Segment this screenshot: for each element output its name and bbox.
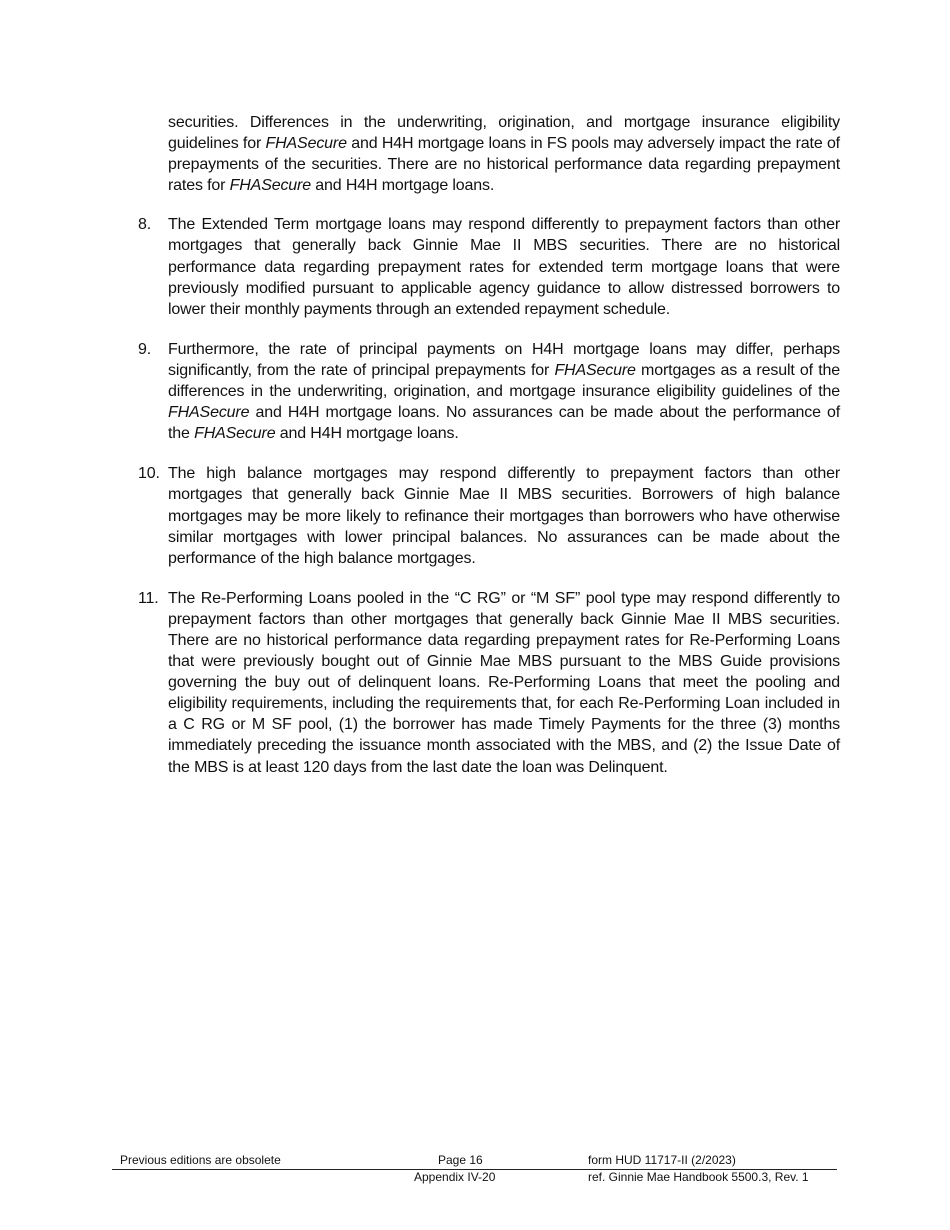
- item-text: The high balance mortgages may respond differently to prepayment factors than other mortgages that generally back Ginnie Mae II MBS securities. Borrowers of high balance mortgages may be more likely to refinance their mortgages than borrowers who have otherwise similar mortgages with lower principal balances. No assurances can be made about the performance of the high balance mortgages.: [168, 465, 840, 567]
- handbook-reference: ref. Ginnie Mae Handbook 5500.3, Rev. 1: [588, 1170, 809, 1184]
- numbered-item-8: [138, 214, 840, 319]
- paragraph-text: and H4H mortgage loans in FS pools may adversely impact the rate of prepayments of the securities. There are no historical performance data regarding prepayment rates for: [168, 135, 840, 195]
- paragraph-text: securities. Differences in the underwriting, origination, and mortgage insurance eligibility guidelines for: [168, 114, 840, 153]
- paragraph-text: and H4H mortgage loans.: [311, 177, 495, 195]
- item-number: 10.: [138, 465, 160, 483]
- form-id: form HUD 11717-II (2/2023): [588, 1153, 736, 1167]
- item-text: The Extended Term mortgage loans may respond differently to prepayment factors than other mortgages that generally back Ginnie Mae II MBS securities. There are no historical performance data regarding prepayment rates for extended term mortgage loans that were previously modified pursuant to applicable agency guidance to allow distressed borrowers to lower their monthly payments through an extended repayment schedule.: [168, 216, 840, 318]
- numbered-item-11: [138, 588, 840, 778]
- paragraph-text: Furthermore, the rate of principal payments on H4H mortgage loans may differ, perhaps significantly, from the rate of principal prepayments for: [168, 340, 840, 379]
- item-number: 11.: [138, 589, 159, 607]
- appendix-label: Appendix IV-20: [414, 1170, 496, 1184]
- page-number: Page 16: [438, 1153, 483, 1167]
- italic-term: FHASecure: [194, 425, 276, 443]
- italic-term: FHASecure: [168, 404, 250, 422]
- numbered-item-9: [138, 339, 840, 444]
- italic-term: FHASecure: [554, 361, 636, 379]
- item-number: 8.: [138, 216, 152, 234]
- paragraph-text: mortgages as a result of the differences in the underwriting, origination, and mortgage insurance eligibility guidelines of the: [168, 361, 840, 401]
- page-footer: [112, 1152, 837, 1192]
- numbered-item-10: [138, 463, 840, 568]
- document-body: [138, 112, 840, 797]
- obsolete-note: Previous editions are obsolete: [120, 1153, 281, 1167]
- paragraph-text: and H4H mortgage loans. No assurances can be made about the performance of the: [168, 404, 840, 443]
- continuation-paragraph: [168, 112, 840, 196]
- item-text: The Re-Performing Loans pooled in the “C RG” or “M SF” pool type may respond differently to prepayment factors than other mortgages that generally back Ginnie Mae II MBS securities. There are no historical performance data regarding prepayment rates for Re-Performing Loans that were previously bought out of Ginnie Mae MBS pursuant to the MBS Guide provisions governing the buy out of delinquent loans. Re-Performing Loans that meet the pooling and eligibility requirements, including the requirements that, for each Re-Performing Loan included in a C RG or M SF pool, (1) the borrower has made Timely Payments for the three (3) months immediately preceding the issuance month associated with the MBS, and (2) the Issue Date of the MBS is at least 120 days from the last date the loan was Delinquent.: [168, 589, 840, 776]
- item-text: [168, 339, 840, 444]
- italic-term: FHASecure: [229, 177, 311, 195]
- paragraph-text: and H4H mortgage loans.: [275, 425, 459, 443]
- italic-term: FHASecure: [265, 135, 347, 153]
- item-number: 9.: [138, 340, 152, 358]
